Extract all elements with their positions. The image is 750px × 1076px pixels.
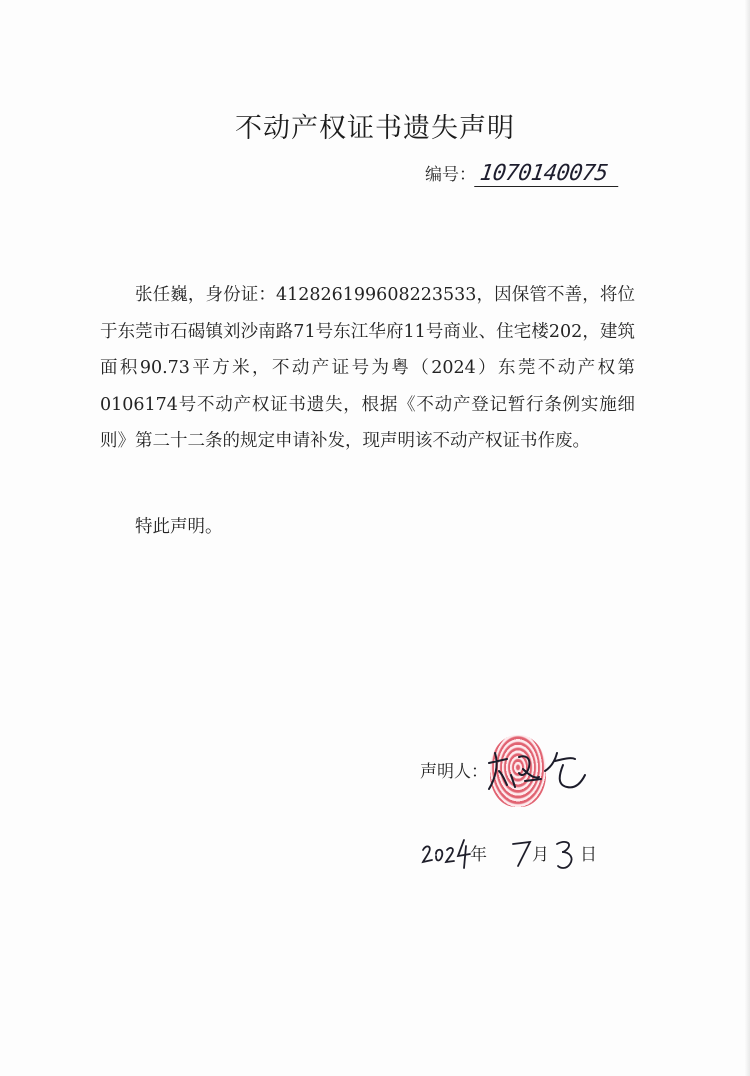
page-edge-shadow (744, 0, 750, 1076)
signing-date (420, 830, 640, 880)
serial-label: 编号： (425, 165, 476, 185)
closing-statement: 特此声明。 (135, 517, 223, 537)
document-title: 不动产权证书遗失声明 (235, 113, 515, 144)
handwritten-year (420, 836, 472, 870)
declarant-label: 声明人： (420, 762, 488, 782)
declaration-body (100, 277, 635, 460)
date-year-unit: 年 (470, 845, 487, 865)
serial-number-line (425, 160, 620, 187)
serial-handwritten-value: 1070140075 (474, 161, 622, 187)
handwritten-day (554, 836, 580, 874)
date-day-unit: 日 (580, 845, 597, 865)
handwritten-signature (485, 745, 595, 795)
date-month-unit: 月 (532, 845, 549, 865)
declaration-paragraph: 张任巍，身份证：412826199608223533，因保管不善，将位于东莞市石碣镇刘沙南路71号东江华府11号商业、住宅楼202，建筑面积90.73平方米，不动产证号为粤（2024）东莞不动产权第0106174号不动产权证书遗失，根据《不动产登记暂行条例实施细则》第二十二条的规定申请补发，现声明该不动产权证书作废。 (100, 285, 635, 451)
